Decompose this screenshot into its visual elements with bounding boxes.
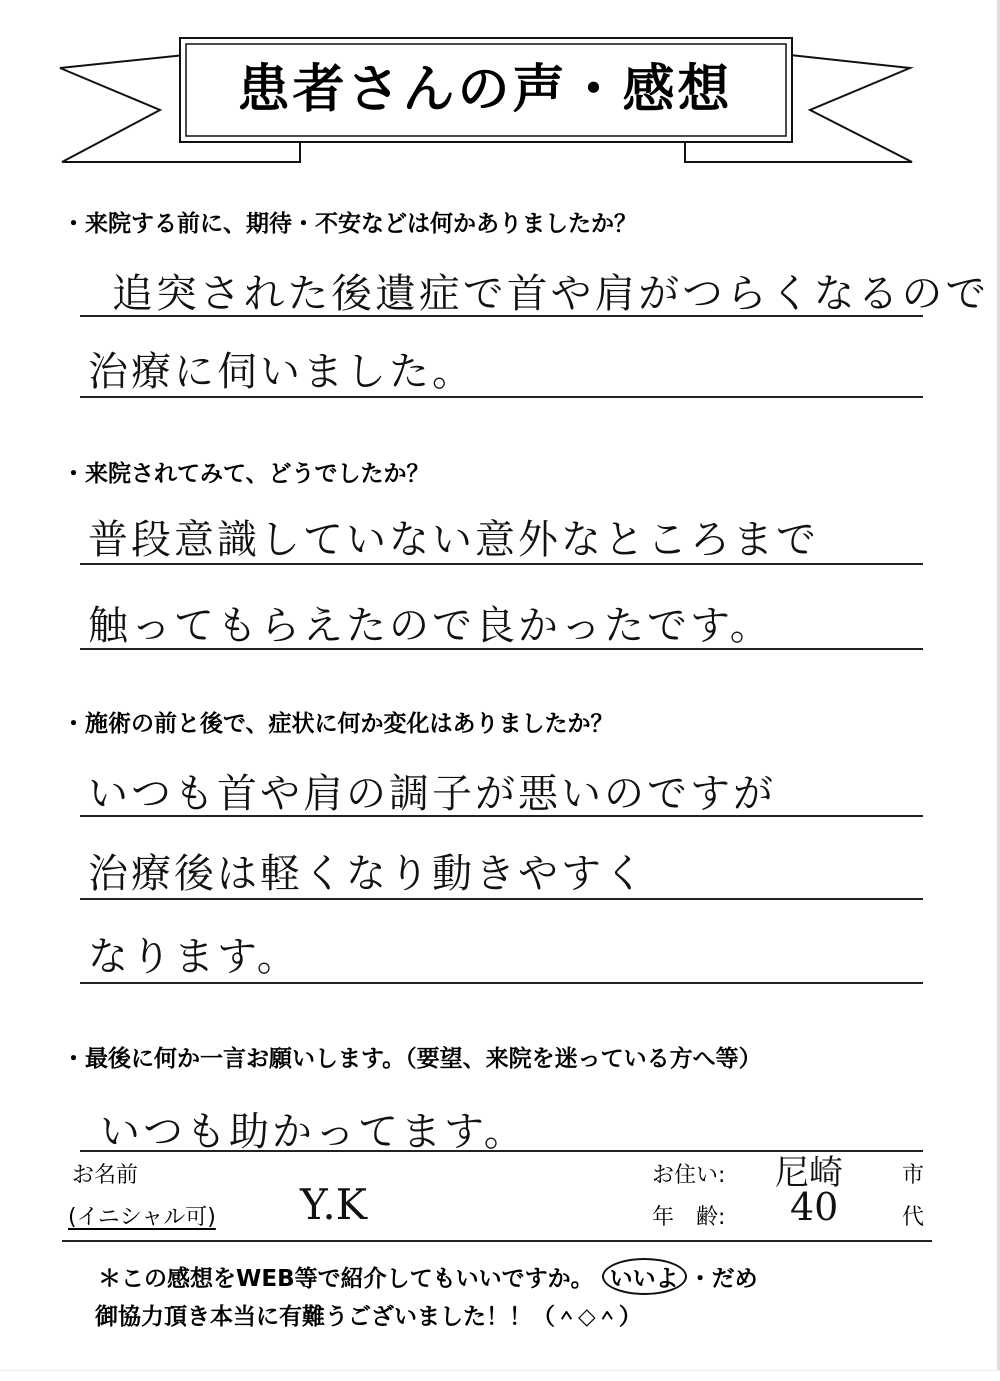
answer-1-line-1: 追突された後遺症で首や肩がつらくなるので — [112, 271, 990, 317]
info-divider — [62, 1240, 932, 1242]
answer-3-line-1: いつも首や肩の調子が悪いのですが — [88, 771, 776, 817]
consent-question: ＊この感想をWEB等で紹介してもいいですか。 — [98, 1266, 594, 1292]
name-label: お名前 — [72, 1163, 139, 1188]
question-2: ・来院されてみて、どうでしたか？ — [62, 461, 430, 487]
answer-1-line-2: 治療に伺いました。 — [88, 349, 475, 395]
question-3: ・施術の前と後で、症状に何か変化はありましたか？ — [62, 711, 614, 737]
answer-rule — [80, 396, 923, 398]
consent-yes-option[interactable]: いいよ — [602, 1258, 687, 1295]
initial-label: (イニシャル可) — [68, 1205, 216, 1230]
address-value: 尼崎 — [775, 1153, 843, 1193]
question-1: ・来院する前に、期待・不安などは何かありましたか？ — [62, 211, 637, 237]
age-suffix: 代 — [902, 1205, 925, 1230]
answer-3-line-3: なります。 — [88, 934, 300, 980]
answer-2-line-2: 触ってもらえたので良かったです。 — [88, 603, 773, 649]
answer-rule — [80, 648, 923, 650]
answer-rule — [80, 898, 923, 900]
answer-rule — [80, 815, 923, 817]
answer-rule — [80, 982, 923, 984]
consent-separator: ・ — [688, 1266, 712, 1292]
page-bottom-edge — [0, 1370, 1000, 1381]
age-value: 40 — [790, 1185, 839, 1229]
answer-4-line-1: いつも助かってます。 — [100, 1109, 527, 1155]
age-label: 年 齢: — [652, 1205, 726, 1230]
question-4: ・最後に何か一言お願いします。（要望、来院を迷っている方へ等） — [62, 1046, 762, 1072]
consent-no-option[interactable]: だめ — [711, 1266, 758, 1292]
thanks-line: 御協力頂き本当に有難うございました！！（＾◇＾） — [95, 1304, 642, 1330]
address-suffix: 市 — [902, 1163, 925, 1188]
answer-3-line-2: 治療後は軽くなり動きやすく — [88, 851, 647, 897]
page-title: 患者さんの声・感想 — [237, 59, 733, 120]
answer-rule — [80, 563, 923, 565]
answer-rule — [80, 315, 923, 317]
consent-line — [98, 1258, 758, 1295]
answer-2-line-1: 普段意識していない意外なところまで — [88, 517, 819, 563]
address-label: お住い: — [652, 1163, 726, 1188]
name-value: Y.K — [300, 1180, 368, 1229]
